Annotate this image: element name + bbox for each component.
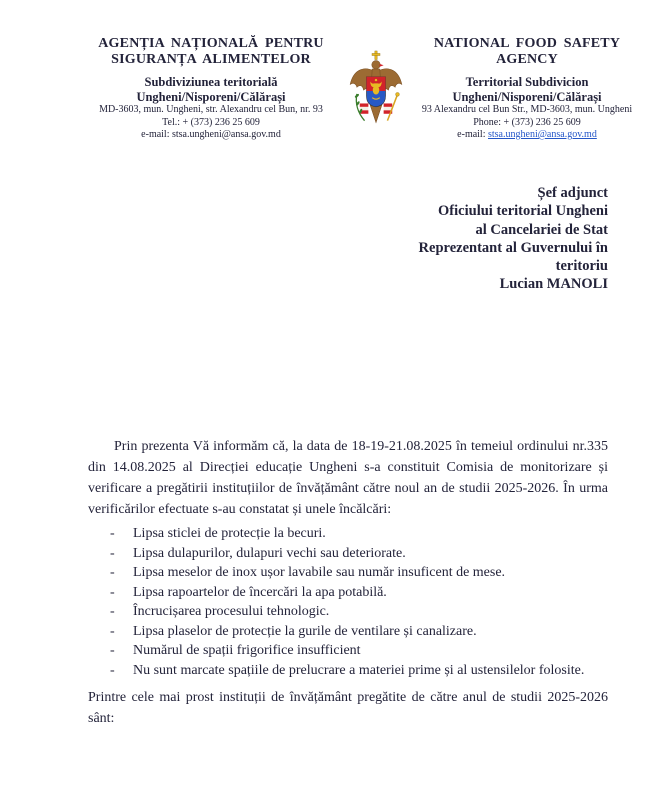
list-item-text: Lipsa meselor de inox ușor lavabile sau număr insuficent de mese.	[133, 565, 506, 580]
list-item-text: Numărul de spații frigorifice insufficient	[133, 643, 361, 658]
bullet-marker: -	[110, 643, 115, 658]
list-item	[110, 524, 608, 544]
list-item-text: Lipsa dulapurilor, dulapuri vechi sau deteriorate.	[133, 545, 406, 561]
recipient-line: al Cancelariei de Stat	[475, 221, 608, 238]
address-en: 93 Alexandru cel Bun Str., MD-3603, mun. Ungheni	[421, 104, 633, 115]
list-item	[110, 602, 608, 622]
bullet-marker: -	[110, 662, 115, 678]
list-item	[110, 622, 608, 642]
email-ro-address: stsa.ungheni@ansa.gov.md	[172, 129, 281, 140]
violations-list	[88, 524, 608, 680]
list-item-text: Lipsa sticlei de protecție la becuri.	[133, 526, 326, 541]
org-name-en-line2: AGENCY	[496, 52, 558, 67]
recipient-line: Oficiului teritorial Ungheni	[438, 203, 608, 220]
phone-en: Phone: + (373) 236 25 609	[473, 116, 581, 128]
org-name-en-line1: NATIONAL FOOD SAFETY	[433, 36, 621, 51]
list-item-text: Nu sunt marcate spațiile de prelucrare a materiei prime și al ustensilelor folosite.	[133, 662, 585, 678]
org-name-ro-line1: AGENȚIA NAȚIONALĂ PENTRU	[98, 36, 324, 51]
recipient-name: Lucian MANOLI	[499, 276, 608, 293]
body-paragraph-1: Prin prezenta Vă informăm că, la data de 18-19-21.08.2025 în temeiul ordinului nr.335 din 14.08.2025 al Direcției educație Ungheni s-a constituit Comisia de monitorizare și verificare a pregătirii instituțiilor de învățământ către noul an de studii 2025-2026. În urma verificărilor efectuate s-au constatat și unele încălcări:	[88, 439, 608, 517]
spacer	[406, 68, 648, 75]
subdivision-en-line2: Ungheni/Nisporeni/Călărași	[452, 89, 602, 104]
body-paragraph-2: Printre cele mai prost instituții de învățământ pregătite de către anul de studii 2025-2026 sânt:	[88, 690, 608, 726]
bullet-marker: -	[110, 584, 115, 600]
email-en-line	[406, 129, 648, 142]
email-en-link[interactable]: stsa.ungheni@ansa.gov.md	[488, 129, 597, 140]
moldova-coat-of-arms-icon	[346, 50, 406, 134]
list-item-text: Lipsa rapoartelor de încercări la apa potabilă.	[133, 584, 387, 600]
list-item	[110, 661, 608, 681]
bullet-marker: -	[110, 623, 115, 639]
subdivision-ro-line2: Ungheni/Nisporeni/Călărași	[136, 89, 286, 104]
org-name-ro-line2: SIGURANȚA ALIMENTELOR	[111, 52, 311, 67]
list-item	[110, 583, 608, 603]
subdivision-en-line1: Territorial Subdivicion	[465, 75, 589, 89]
list-item-text: Încrucișarea procesului tehnologic.	[133, 604, 330, 619]
bullet-marker: -	[110, 526, 115, 541]
recipient-line: Șef adjunct	[537, 185, 608, 201]
phone-ro: Tel.: + (373) 236 25 609	[162, 116, 260, 128]
bullet-marker: -	[110, 545, 115, 561]
recipient-line: teritoriu	[555, 258, 608, 275]
email-ro-label: e-mail:	[141, 129, 172, 140]
recipient-line: Reprezentant al Guvernului în	[418, 239, 608, 256]
recipient-block	[308, 184, 608, 294]
spacer	[80, 68, 342, 75]
bullet-marker: -	[110, 565, 115, 580]
list-item-text: Lipsa plaselor de protecție la gurile de ventilare și canalizare.	[133, 623, 477, 639]
subdivision-ro-line1: Subdiviziunea teritorială	[144, 75, 278, 89]
letter-body	[88, 436, 608, 729]
letterhead-left	[80, 36, 342, 142]
address-ro: MD-3603, mun. Ungheni, str. Alexandru cel Bun, nr. 93	[99, 104, 323, 115]
list-item	[110, 641, 608, 661]
list-item	[110, 563, 608, 583]
email-en-label: e-mail:	[457, 129, 488, 140]
email-ro-line	[80, 129, 342, 142]
list-item	[110, 544, 608, 564]
letterhead-right	[406, 36, 648, 142]
bullet-marker: -	[110, 604, 115, 619]
